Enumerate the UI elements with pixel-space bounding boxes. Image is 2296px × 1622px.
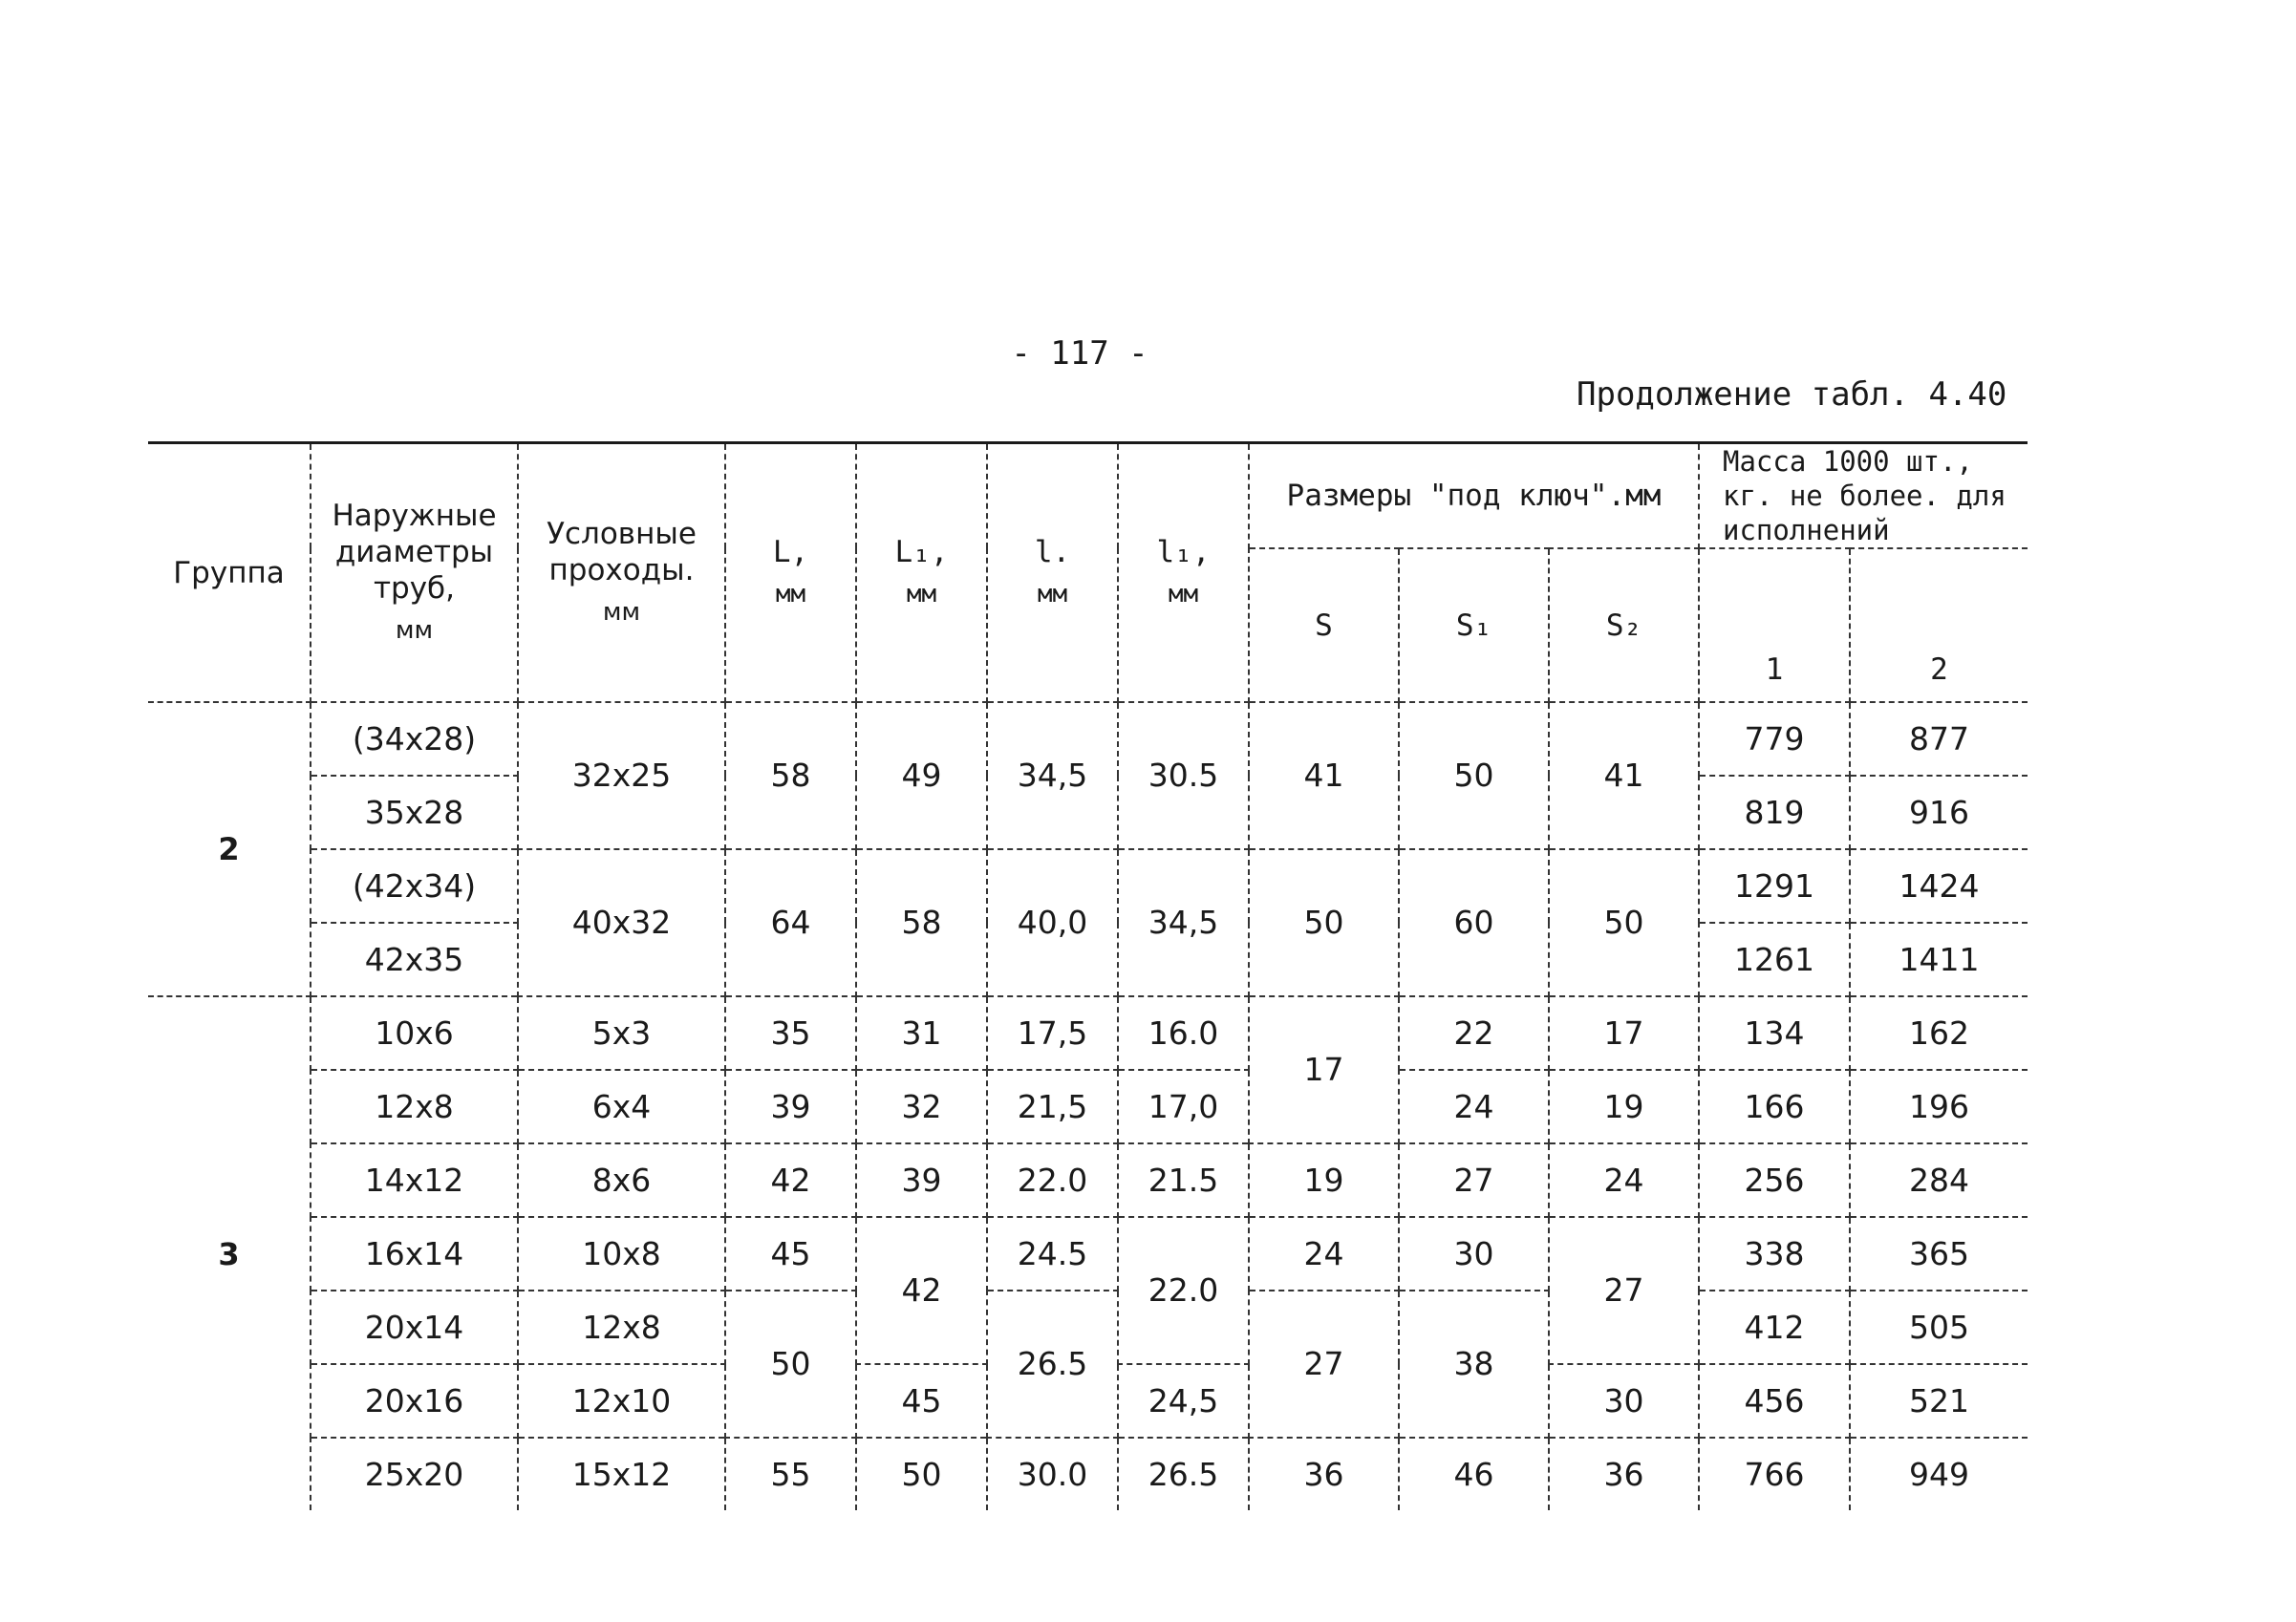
mass-1-cell: 256 — [1699, 1143, 1850, 1217]
L1-cell: 31 — [856, 996, 987, 1070]
mass-2-cell: 1411 — [1850, 923, 2028, 996]
header-S: S — [1249, 548, 1399, 702]
L-cell: 50 — [725, 1291, 856, 1438]
l1-cell: 34,5 — [1118, 849, 1249, 996]
conditional-pass-cell: 8x6 — [518, 1143, 725, 1217]
table-row — [148, 849, 2028, 923]
S1-cell: 38 — [1399, 1291, 1549, 1438]
conditional-pass-cell: 32x25 — [518, 702, 725, 849]
table-row — [148, 1217, 2028, 1291]
l1-cell: 26.5 — [1118, 1438, 1249, 1510]
header-mass-2: 2 — [1850, 548, 2028, 702]
L-cell: 45 — [725, 1217, 856, 1291]
S2-cell: 36 — [1549, 1438, 1699, 1510]
outer-diameter-cell: 12x8 — [311, 1070, 518, 1143]
L1-cell: 39 — [856, 1143, 987, 1217]
S1-cell: 30 — [1399, 1217, 1549, 1291]
outer-diameter-cell: 42x35 — [311, 923, 518, 996]
S-cell: 19 — [1249, 1143, 1399, 1217]
header-key-sizes: Размеры "под ключ".мм — [1249, 443, 1699, 549]
L-cell: 39 — [725, 1070, 856, 1143]
S2-cell: 50 — [1549, 849, 1699, 996]
L-cell: 42 — [725, 1143, 856, 1217]
L-cell: 64 — [725, 849, 856, 996]
group-cell: 3 — [148, 996, 311, 1510]
L1-cell: 42 — [856, 1217, 987, 1364]
S2-cell: 27 — [1549, 1217, 1699, 1364]
S1-cell: 50 — [1399, 702, 1549, 849]
outer-diameter-cell: (42x34) — [311, 849, 518, 923]
S1-cell: 27 — [1399, 1143, 1549, 1217]
header-outer-diameter — [311, 443, 518, 703]
outer-diameter-cell: 20x14 — [311, 1291, 518, 1364]
header-conditional-pass-label: Условные проходы. — [547, 516, 697, 587]
mass-2-cell: 365 — [1850, 1217, 2028, 1291]
header-mass: Масса 1000 шт., кг. не более. для исполнений — [1699, 443, 2028, 549]
L1-cell: 58 — [856, 849, 987, 996]
S-cell: 27 — [1249, 1291, 1399, 1438]
header-l1 — [1118, 443, 1249, 703]
conditional-pass-cell: 15x12 — [518, 1438, 725, 1510]
mass-1-cell: 779 — [1699, 702, 1850, 776]
outer-diameter-cell: (34x28) — [311, 702, 518, 776]
S-cell: 50 — [1249, 849, 1399, 996]
header-l — [987, 443, 1118, 703]
table-row — [148, 1070, 2028, 1143]
header-conditional-pass — [518, 443, 725, 703]
S2-cell: 30 — [1549, 1364, 1699, 1438]
mass-2-cell: 284 — [1850, 1143, 2028, 1217]
conditional-pass-cell: 10x8 — [518, 1217, 725, 1291]
header-L-label: L, — [772, 534, 809, 569]
outer-diameter-cell: 16x14 — [311, 1217, 518, 1291]
l-cell: 34,5 — [987, 702, 1118, 849]
header-outer-diameter-label: Наружные диаметры труб, — [332, 498, 497, 606]
table-row — [148, 1291, 2028, 1364]
mass-1-cell: 456 — [1699, 1364, 1850, 1438]
S-cell: 24 — [1249, 1217, 1399, 1291]
mass-2-cell: 162 — [1850, 996, 2028, 1070]
header-L — [725, 443, 856, 703]
l1-cell: 24,5 — [1118, 1364, 1249, 1438]
l-cell: 21,5 — [987, 1070, 1118, 1143]
conditional-pass-cell: 6x4 — [518, 1070, 725, 1143]
l1-cell: 22.0 — [1118, 1217, 1249, 1364]
S1-cell: 46 — [1399, 1438, 1549, 1510]
l-cell: 17,5 — [987, 996, 1118, 1070]
mass-1-cell: 412 — [1699, 1291, 1850, 1364]
l-cell: 22.0 — [987, 1143, 1118, 1217]
table-row — [148, 1438, 2028, 1510]
l-cell: 40,0 — [987, 849, 1118, 996]
header-conditional-pass-unit: мм — [602, 597, 641, 627]
L-cell: 58 — [725, 702, 856, 849]
mass-1-cell: 819 — [1699, 776, 1850, 849]
header-L1-label: L₁, — [894, 534, 949, 569]
S1-cell: 24 — [1399, 1070, 1549, 1143]
mass-1-cell: 338 — [1699, 1217, 1850, 1291]
L1-cell: 32 — [856, 1070, 987, 1143]
header-l-unit: мм — [1037, 579, 1068, 608]
header-L1-unit: мм — [906, 579, 937, 608]
outer-diameter-cell: 10x6 — [311, 996, 518, 1070]
outer-diameter-cell: 35x28 — [311, 776, 518, 849]
l1-cell: 17,0 — [1118, 1070, 1249, 1143]
header-mass-1: 1 — [1699, 548, 1850, 702]
page-number: - 117 - — [1011, 334, 1148, 373]
header-l-label: l. — [1034, 534, 1071, 569]
mass-1-cell: 134 — [1699, 996, 1850, 1070]
table-caption: Продолжение табл. 4.40 — [1577, 375, 2007, 414]
conditional-pass-cell: 5x3 — [518, 996, 725, 1070]
table-row — [148, 996, 2028, 1070]
outer-diameter-cell: 14x12 — [311, 1143, 518, 1217]
header-S1: S₁ — [1399, 548, 1549, 702]
mass-2-cell: 877 — [1850, 702, 2028, 776]
conditional-pass-cell: 12x8 — [518, 1291, 725, 1364]
S1-cell: 22 — [1399, 996, 1549, 1070]
l1-cell: 30.5 — [1118, 702, 1249, 849]
L1-cell: 45 — [856, 1364, 987, 1438]
outer-diameter-cell: 20x16 — [311, 1364, 518, 1438]
mass-1-cell: 166 — [1699, 1070, 1850, 1143]
S2-cell: 41 — [1549, 702, 1699, 849]
table-row — [148, 1143, 2028, 1217]
mass-2-cell: 505 — [1850, 1291, 2028, 1364]
mass-1-cell: 766 — [1699, 1438, 1850, 1510]
mass-1-cell: 1261 — [1699, 923, 1850, 996]
conditional-pass-cell: 12x10 — [518, 1364, 725, 1438]
L1-cell: 49 — [856, 702, 987, 849]
header-l1-label: l₁, — [1156, 534, 1211, 569]
outer-diameter-cell: 25x20 — [311, 1438, 518, 1510]
mass-1-cell: 1291 — [1699, 849, 1850, 923]
l-cell: 24.5 — [987, 1217, 1118, 1291]
mass-2-cell: 196 — [1850, 1070, 2028, 1143]
S2-cell: 19 — [1549, 1070, 1699, 1143]
mass-2-cell: 949 — [1850, 1438, 2028, 1510]
L-cell: 55 — [725, 1438, 856, 1510]
mass-2-cell: 916 — [1850, 776, 2028, 849]
S-cell: 36 — [1249, 1438, 1399, 1510]
header-group: Группа — [148, 443, 311, 703]
L-cell: 35 — [725, 996, 856, 1070]
l1-cell: 16.0 — [1118, 996, 1249, 1070]
header-L1 — [856, 443, 987, 703]
S2-cell: 24 — [1549, 1143, 1699, 1217]
S-cell: 17 — [1249, 996, 1399, 1143]
l1-cell: 21.5 — [1118, 1143, 1249, 1217]
table-row — [148, 702, 2028, 776]
l-cell: 26.5 — [987, 1291, 1118, 1438]
S-cell: 41 — [1249, 702, 1399, 849]
header-L-unit: мм — [775, 579, 806, 608]
header-outer-diameter-unit: мм — [395, 615, 434, 645]
mass-2-cell: 521 — [1850, 1364, 2028, 1438]
l-cell: 30.0 — [987, 1438, 1118, 1510]
S1-cell: 60 — [1399, 849, 1549, 996]
L1-cell: 50 — [856, 1438, 987, 1510]
header-l1-unit: мм — [1168, 579, 1199, 608]
header-S2: S₂ — [1549, 548, 1699, 702]
pipe-fittings-table — [148, 441, 2028, 1510]
mass-2-cell: 1424 — [1850, 849, 2028, 923]
conditional-pass-cell: 40x32 — [518, 849, 725, 996]
S2-cell: 17 — [1549, 996, 1699, 1070]
group-cell: 2 — [148, 702, 311, 996]
